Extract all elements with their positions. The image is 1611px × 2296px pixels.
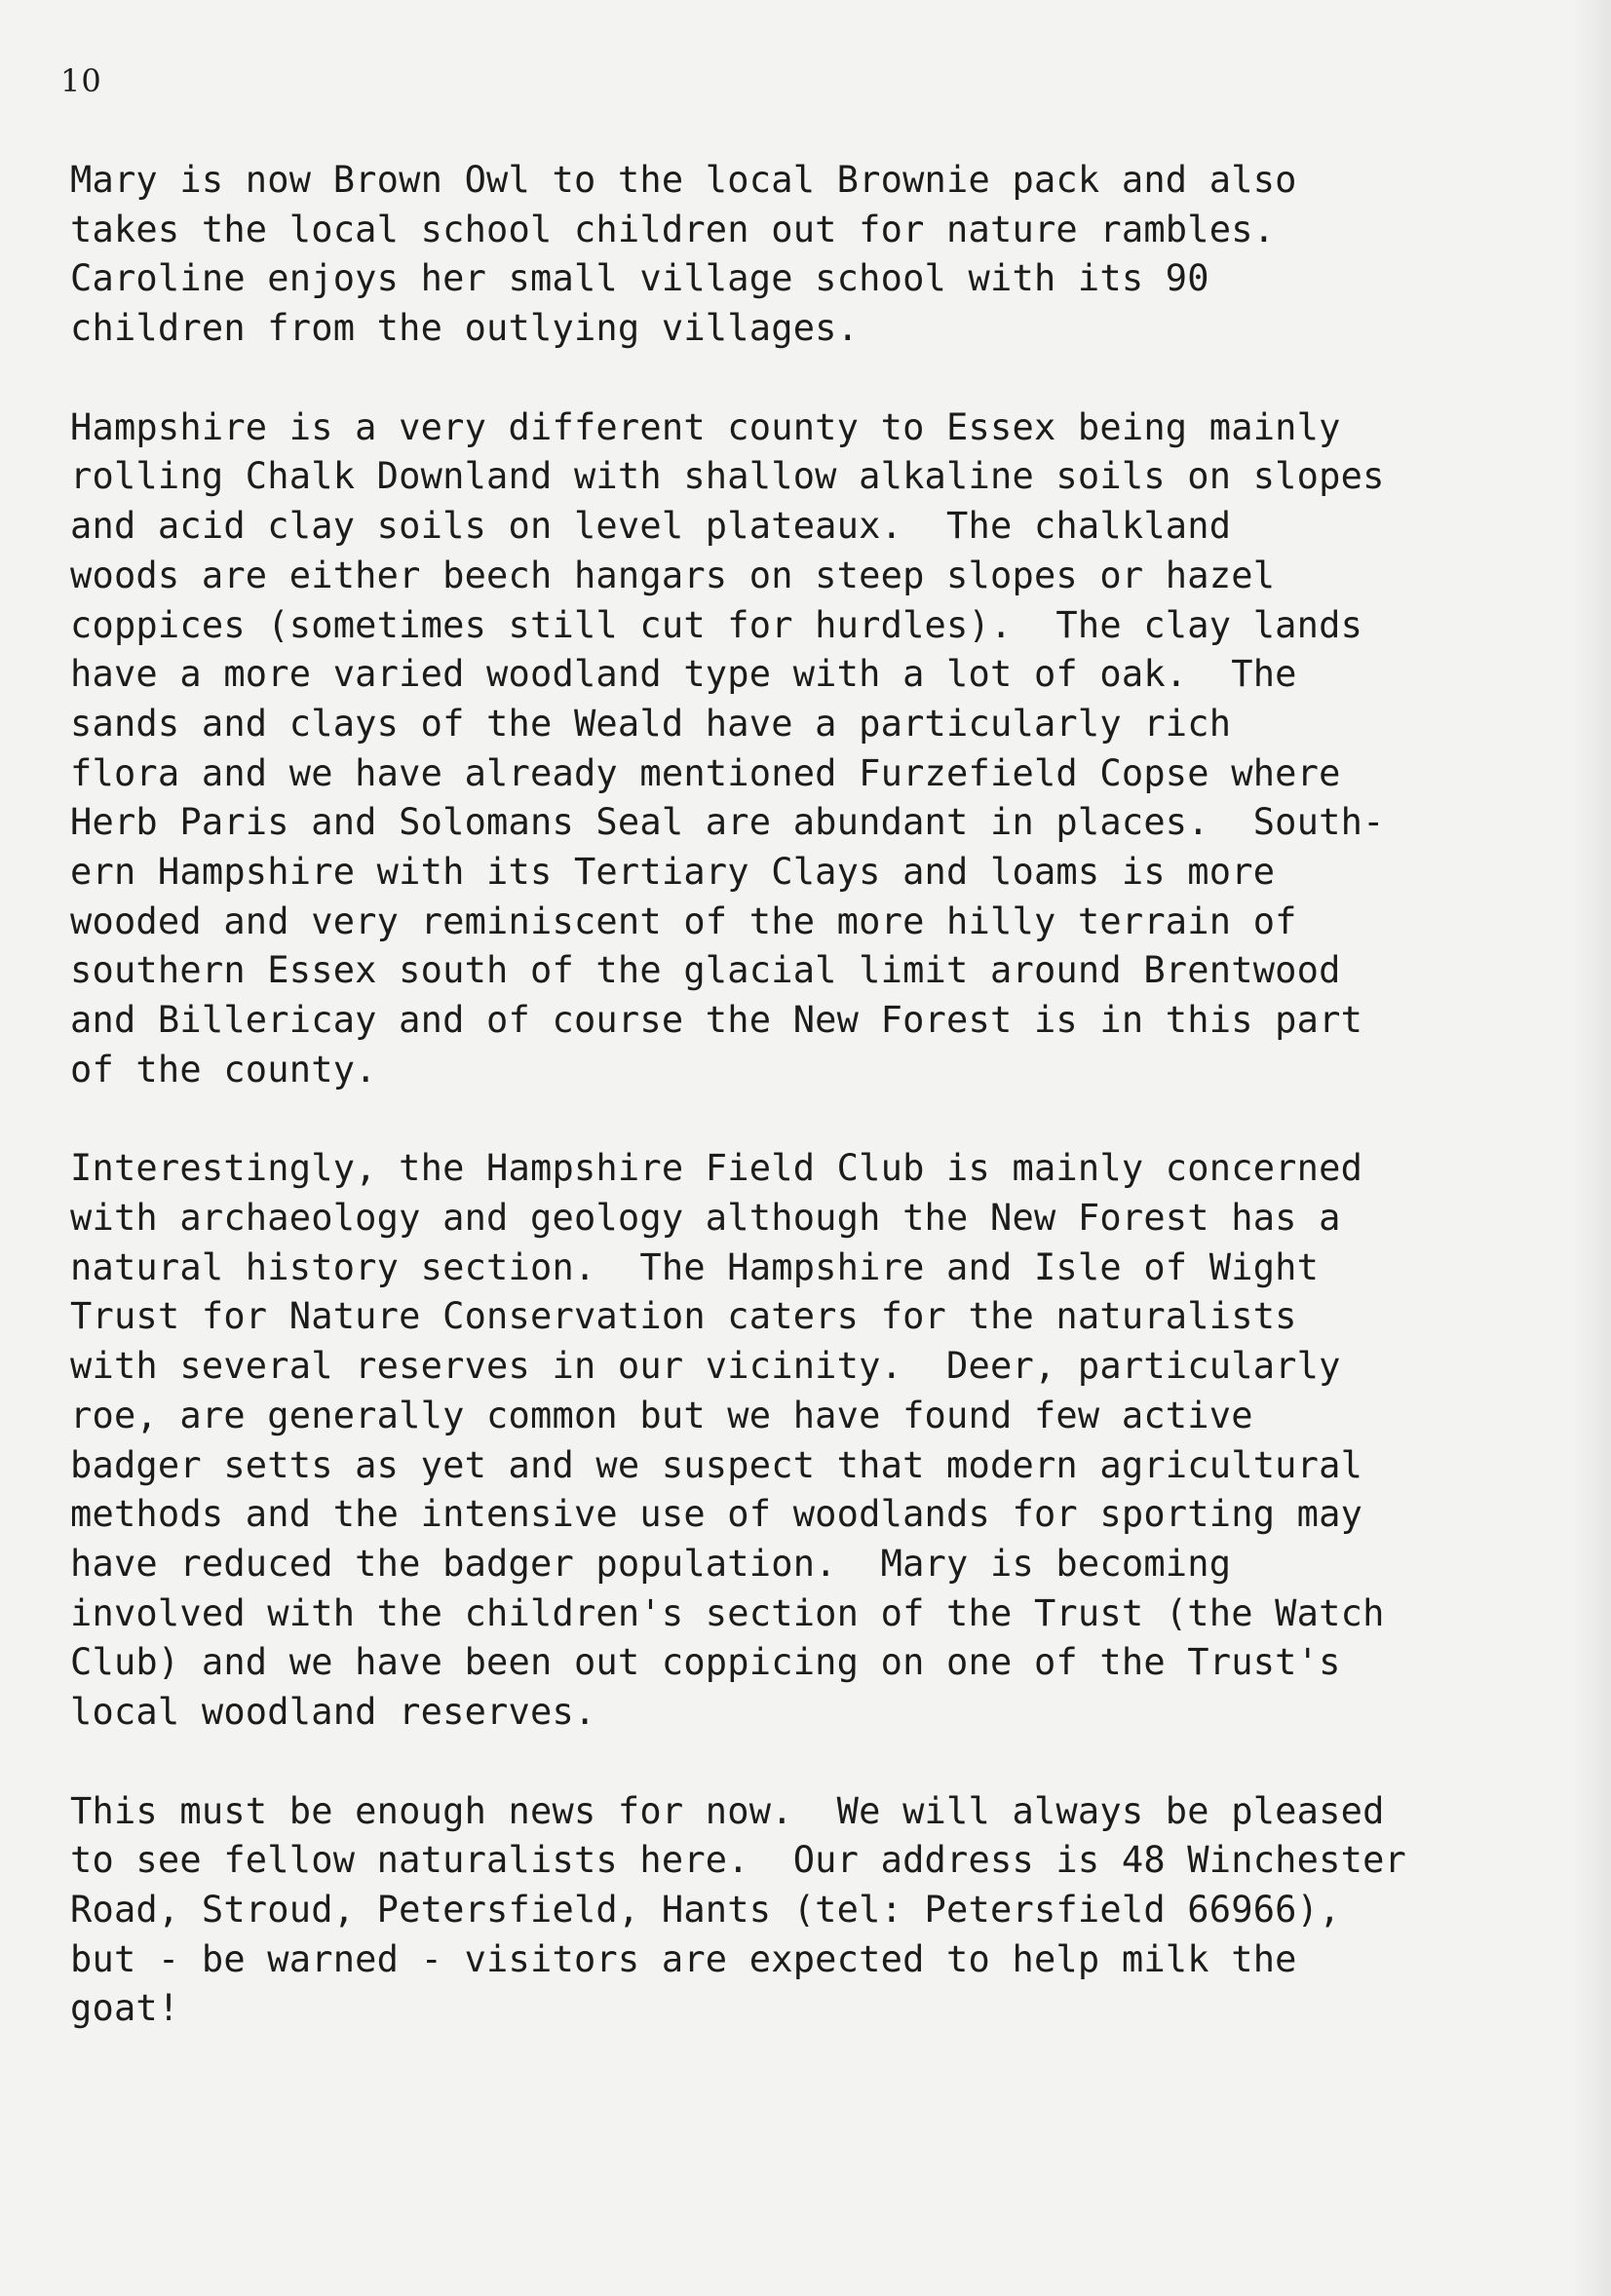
text-line: Hampshire is a very different county to Essex being mainly: [70, 405, 1341, 448]
paragraph-family-news: [70, 156, 1591, 354]
text-line: sands and clays of the Weald have a particularly rich: [70, 702, 1232, 745]
text-line: with several reserves in our vicinity. Deer, particularly: [70, 1345, 1341, 1388]
text-line: rolling Chalk Downland with shallow alkaline soils on slopes: [70, 455, 1385, 498]
text-line: natural history section. The Hampshire and Isle of Wight: [70, 1245, 1320, 1288]
text-line: badger setts as yet and we suspect that modern agricultural: [70, 1443, 1363, 1486]
text-line: woods are either beech hangars on steep slopes or hazel: [70, 554, 1276, 596]
paragraph-closing: [70, 1787, 1591, 2034]
text-line: methods and the intensive use of woodlands for sporting may: [70, 1493, 1363, 1536]
text-line: children from the outlying villages.: [70, 307, 860, 350]
text-line: coppices (sometimes still cut for hurdles). The clay lands: [70, 603, 1363, 646]
text-line: ern Hampshire with its Tertiary Clays and loams is more: [70, 850, 1276, 893]
text-line: with archaeology and geology although the New Forest has a: [70, 1197, 1341, 1240]
text-line: of the county.: [70, 1048, 377, 1091]
text-line: wooded and very reminiscent of the more hilly terrain of: [70, 899, 1297, 942]
text-line: Trust for Nature Conservation caters for the naturalists: [70, 1295, 1297, 1338]
text-line: southern Essex south of the glacial limit around Brentwood: [70, 949, 1341, 992]
body-text: [70, 156, 1591, 2084]
text-line: roe, are generally common but we have found few active: [70, 1394, 1253, 1436]
text-line: This must be enough news for now. We will always be pleased: [70, 1789, 1385, 1832]
text-line: Interestingly, the Hampshire Field Club is mainly concerned: [70, 1147, 1363, 1190]
text-line: and Billericay and of course the New Forest is in this part: [70, 999, 1363, 1041]
text-line: have a more varied woodland type with a lot of oak. The: [70, 653, 1297, 696]
text-line: goat!: [70, 1987, 180, 2030]
page-number: 10: [60, 62, 102, 99]
text-line: flora and we have already mentioned Furzefield Copse where: [70, 751, 1341, 794]
paragraph-hampshire-geology: [70, 403, 1591, 1095]
text-line: Caroline enjoys her small village school with its 90: [70, 257, 1209, 300]
text-line: involved with the children's section of the Trust (the Watch: [70, 1591, 1385, 1634]
text-line: but - be warned - visitors are expected to help milk the: [70, 1937, 1297, 1980]
text-line: takes the local school children out for nature rambles.: [70, 208, 1276, 250]
text-line: local woodland reserves.: [70, 1690, 596, 1733]
text-line: have reduced the badger population. Mary is becoming: [70, 1542, 1232, 1585]
text-line: Club) and we have been out coppicing on one of the Trust's: [70, 1641, 1341, 1684]
text-line: Mary is now Brown Owl to the local Brownie pack and also: [70, 159, 1297, 201]
paragraph-field-club: [70, 1144, 1591, 1737]
text-line: Road, Stroud, Petersfield, Hants (tel: Petersfield 66966),: [70, 1889, 1341, 1931]
text-line: and acid clay soils on level plateaux. The chalkland: [70, 505, 1232, 548]
text-line: to see fellow naturalists here. Our address is 48 Winchester: [70, 1839, 1407, 1882]
text-line: Herb Paris and Solomans Seal are abundant in places. South-: [70, 801, 1385, 844]
